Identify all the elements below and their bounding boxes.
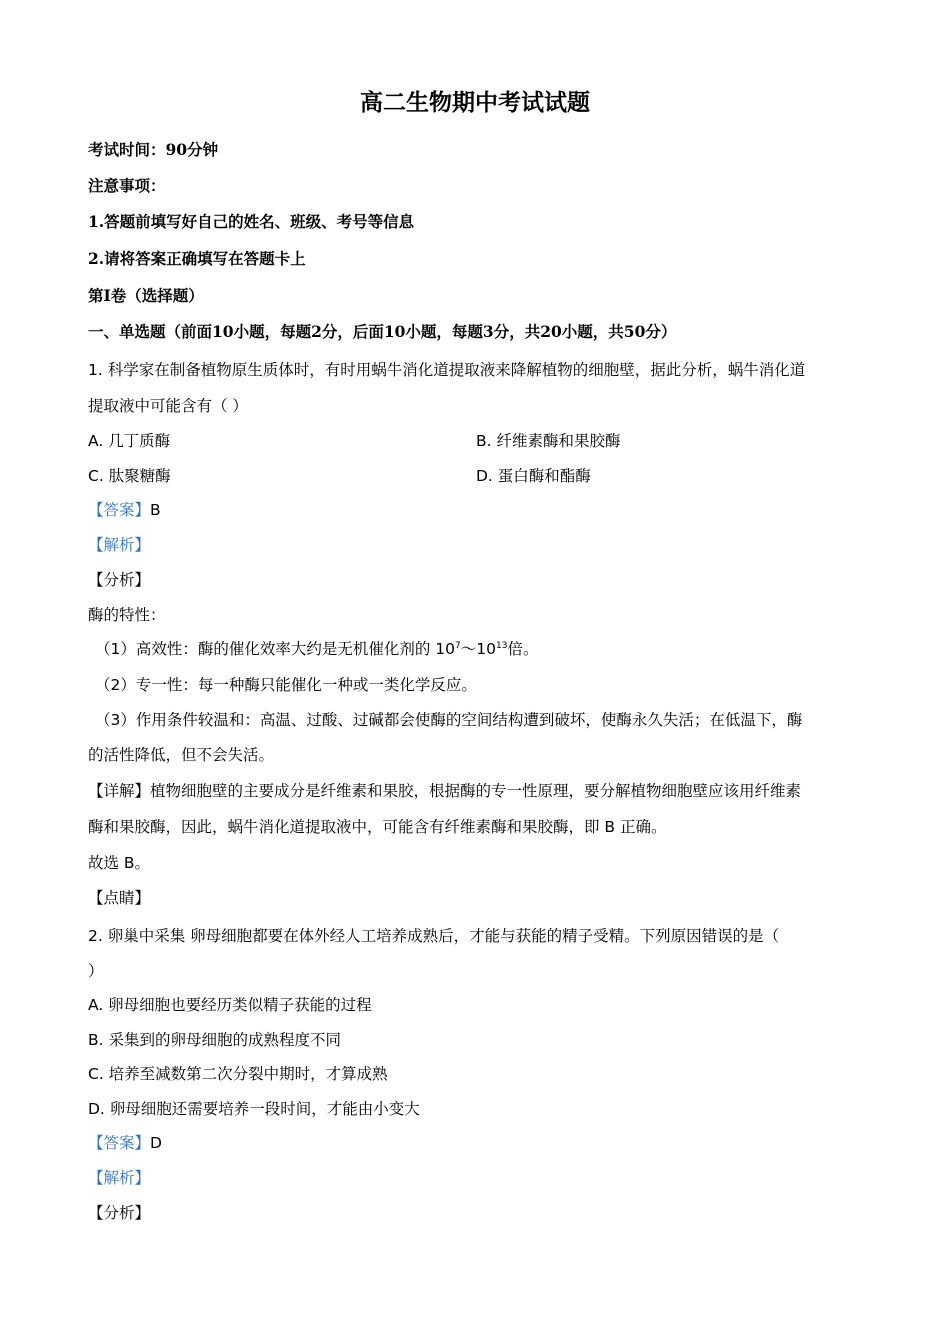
q2-fenxi-tag: 【分析】: [88, 1204, 151, 1222]
enzyme-point-2: （2）专一性：每一种酶只能催化一种或一类化学反应。: [95, 676, 477, 694]
q2-stem-line-2: ）: [88, 962, 104, 980]
exam-time: 考试时间：90分钟: [88, 140, 219, 159]
answer-tag: 【答案】: [88, 1134, 151, 1152]
q2-jiexi-tag: 【解析】: [88, 1169, 151, 1187]
q1-jiexi-tag: 【解析】: [88, 536, 151, 554]
enzyme-point-1: [95, 639, 538, 659]
q1-dianjing-tag: 【点睛】: [88, 889, 151, 907]
q2-answer: [88, 1133, 162, 1153]
detail-tag: 【详解】: [88, 782, 151, 800]
answer-value: D: [150, 1134, 162, 1152]
point-1-mid: ～10: [460, 640, 496, 658]
notice-title: 注意事项：: [88, 176, 166, 195]
q1-stem-line-2: 提取液中可能含有（ ）: [88, 397, 248, 415]
q1-choose: 故选 B。: [88, 854, 151, 872]
enzyme-point-3-line-1: （3）作用条件较温和：高温、过酸、过碱都会使酶的空间结构遭到破坏，使酶永久失活；在低温下，酶: [95, 711, 803, 729]
q1-fenxi-tag: 【分析】: [88, 571, 151, 589]
q2-option-b: B. 采集到的卵母细胞的成熟程度不同: [88, 1031, 341, 1049]
volume-heading: 第I卷（选择题）: [88, 286, 204, 305]
enzyme-title: 酶的特性：: [88, 606, 166, 624]
q1-detail-line-2: 酶和果胶酶，因此，蜗牛消化道提取液中，可能含有纤维素酶和果胶酶，即 B 正确。: [88, 818, 667, 836]
point-1-end: 倍。: [507, 640, 539, 658]
q2-stem-line-1: 2. 卵巢中采集 卵母细胞都要在体外经人工培养成熟后，才能与获能的精子受精。下列原因错误的是（: [88, 927, 780, 945]
q1-answer: [88, 500, 161, 520]
exponent-7: 7: [455, 640, 461, 651]
q2-option-a: A. 卵母细胞也要经历类似精子获能的过程: [88, 996, 372, 1014]
q1-option-a: A. 几丁质酶: [88, 432, 171, 450]
q2-option-d: D. 卵母细胞还需要培养一段时间，才能由小变大: [88, 1100, 420, 1118]
notice-item-1: 1.答题前填写好自己的姓名、班级、考号等信息: [88, 212, 415, 231]
q2-option-c: C. 培养至减数第二次分裂中期时，才算成熟: [88, 1065, 388, 1083]
q1-stem-line-1: 1. 科学家在制备植物原生质体时，有时用蜗牛消化道提取液来降解植物的细胞壁，据此分析，蜗牛消化道: [88, 361, 806, 379]
section-heading: 一、单选题（前面10小题，每题2分，后面10小题，每题3分，共20小题，共50分）: [88, 322, 677, 341]
detail-text-1: 植物细胞壁的主要成分是纤维素和果胶，根据酶的专一性原理，要分解植物细胞壁应该用纤维素: [150, 782, 802, 800]
q1-option-c: C. 肽聚糖酶: [88, 467, 171, 485]
enzyme-point-3-line-2: 的活性降低，但不会失活。: [88, 746, 275, 764]
q1-detail-line-1: [88, 781, 801, 801]
q1-option-b: B. 纤维素酶和果胶酶: [476, 432, 621, 450]
answer-value: B: [150, 501, 161, 519]
exponent-13: 13: [495, 640, 508, 651]
notice-item-2: 2.请将答案正确填写在答题卡上: [88, 249, 306, 268]
page-title: 高二生物期中考试试题: [360, 89, 590, 116]
point-1-text: （1）高效性：酶的催化效率大约是无机催化剂的 10: [95, 640, 456, 658]
q1-option-d: D. 蛋白酶和酯酶: [476, 467, 591, 485]
answer-tag: 【答案】: [88, 501, 151, 519]
